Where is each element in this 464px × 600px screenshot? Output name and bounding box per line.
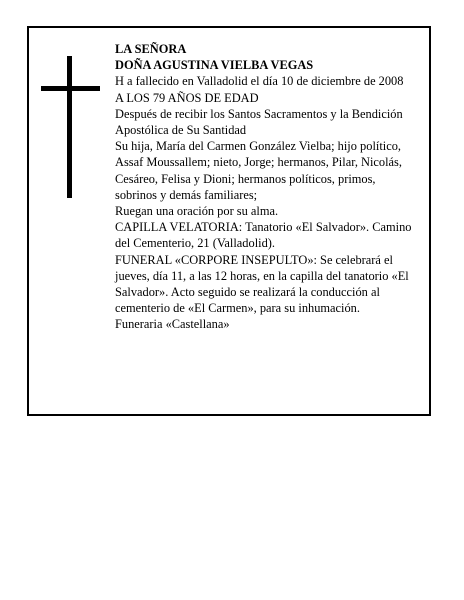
family-statement: Su hija, María del Carmen González Vielba; hijo político, Assaf Moussallem; nieto, Jorge; hermanos, Pilar, Nicolás, Cesáreo, Felisa y Dioni; hermanos políticos, primos, sobrinos y demás familiares; (115, 139, 402, 202)
sacraments-statement: Después de recibir los Santos Sacramentos y la Bendición Apostólica de Su Santidad (115, 106, 403, 138)
obituary-notice (27, 26, 431, 416)
age-statement: A LOS 79 AÑOS DE EDAD (115, 90, 259, 105)
death-statement: H a fallecido en Valladolid el día 10 de diciembre de 2008 (115, 74, 404, 89)
prayer-statement: Ruegan una oración por su alma. (115, 204, 279, 219)
funeral-statement: FUNERAL «CORPORE INSEPULTO»: Se celebrará el jueves, día 11, a las 12 horas, en la capilla del tanatorio «El Salvador». Acto seguido se realizará la conducción al cementerio de «El Carmen», para su inhumación. (115, 252, 409, 316)
cross-horizontal-bar (41, 86, 100, 91)
notice-text-block (115, 41, 415, 333)
notice-title: LA SEÑORA (115, 42, 187, 56)
deceased-name: DOÑA AGUSTINA VIELBA VEGAS (115, 58, 314, 73)
cross-vertical-bar (67, 56, 72, 198)
funeral-home: Funeraria «Castellana» (115, 317, 230, 332)
chapel-statement: CAPILLA VELATORIA: Tanatorio «El Salvador». Camino del Cementerio, 21 (Valladolid). (115, 220, 412, 251)
latin-cross-icon (41, 56, 100, 198)
